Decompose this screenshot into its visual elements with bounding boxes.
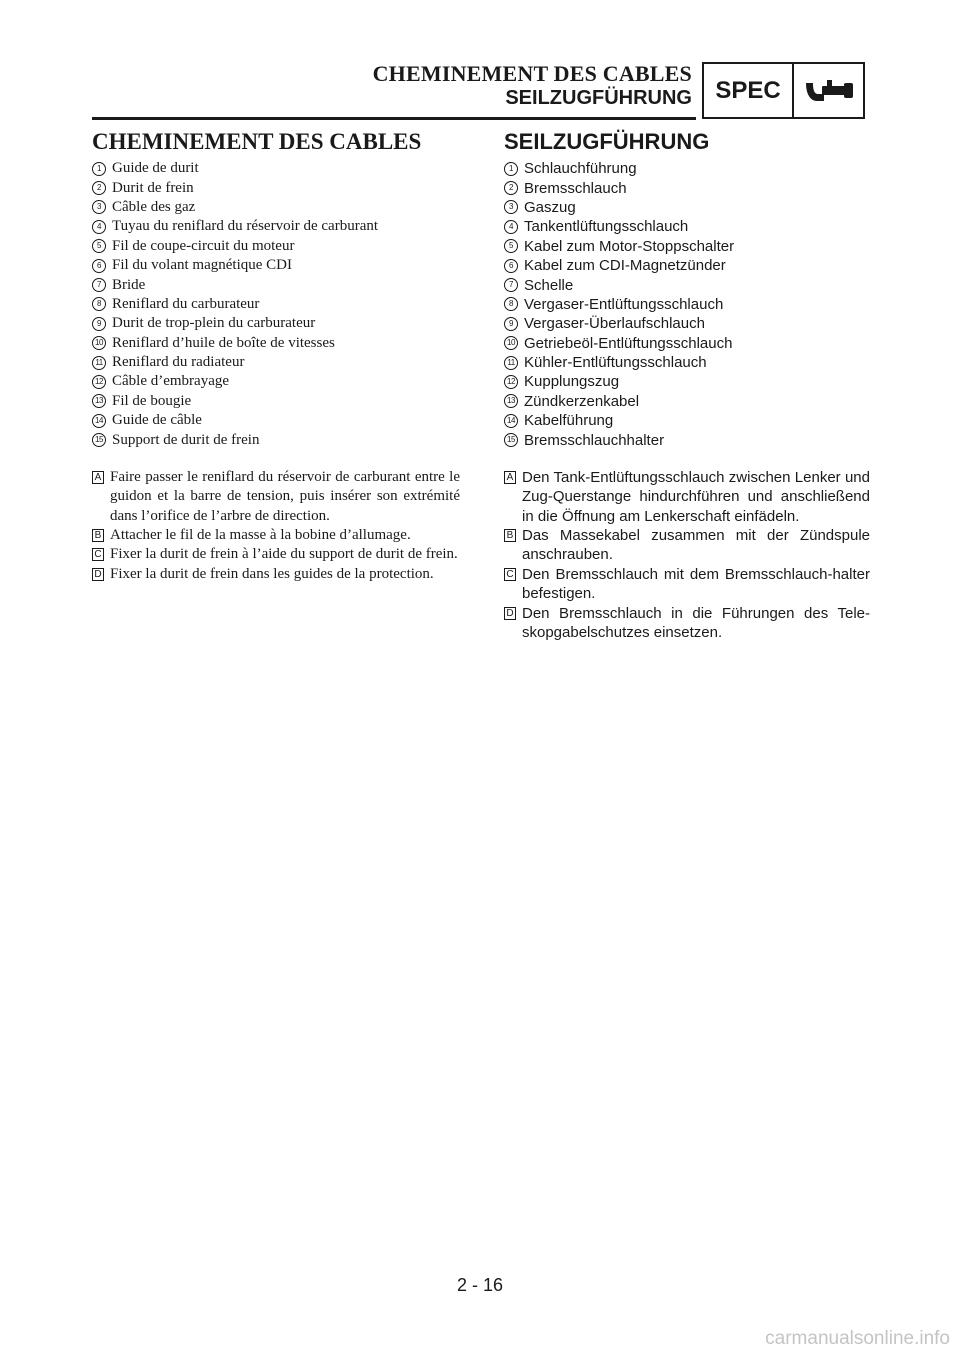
section-title-de: SEILZUGFÜHRUNG (504, 129, 710, 154)
item-label: Bremsschlauch (524, 179, 627, 197)
notes-de (504, 468, 870, 643)
item-number: 4 (504, 220, 518, 234)
item-number: 10 (504, 336, 518, 350)
item-label: Vergaser-Überlaufschlauch (524, 315, 705, 333)
item-label: Tankentlüftungsschlauch (524, 218, 689, 236)
item-label: Bride (112, 276, 146, 293)
item-label: Guide de durit (112, 160, 199, 177)
list-item (92, 314, 460, 333)
item-label: Fil du volant magnétique CDI (112, 257, 292, 274)
list-item (92, 217, 460, 236)
note-letter: C (92, 548, 104, 561)
spec-badge (702, 62, 865, 119)
note-item (504, 604, 870, 643)
list-item (92, 275, 460, 294)
item-number: 5 (92, 239, 106, 253)
list-item (504, 217, 870, 236)
note-text: Den Bremsschlauch mit dem Bremsschlauch-halter befestigen. (522, 565, 870, 603)
item-number: 12 (92, 375, 106, 389)
list-item (92, 178, 460, 197)
list-item (92, 198, 460, 217)
list-item (504, 275, 870, 294)
header-rule (92, 117, 696, 120)
notes-fr (92, 468, 460, 584)
note-item (504, 468, 870, 526)
item-number: 11 (92, 356, 106, 370)
header-title-de: SEILZUGFÜHRUNG (505, 87, 692, 109)
list-item (92, 334, 460, 353)
item-number: 13 (504, 394, 518, 408)
item-label: Schlauchführung (524, 160, 637, 178)
list-item (92, 411, 460, 430)
item-number: 5 (504, 239, 518, 253)
item-label: Kühler-Entlüftungsschlauch (524, 354, 707, 372)
item-label: Support de durit de frein (112, 431, 260, 448)
item-label: Durit de frein (112, 179, 194, 196)
item-number: 2 (92, 181, 106, 195)
list-item (504, 256, 870, 275)
item-label: Vergaser-Entlüftungsschlauch (524, 295, 724, 313)
list-item (504, 353, 870, 372)
item-number: 10 (92, 336, 106, 350)
item-number: 6 (504, 259, 518, 273)
item-label: Zündkerzenkabel (524, 392, 640, 410)
list-item (92, 353, 460, 372)
list-item (504, 159, 870, 178)
item-number: 9 (504, 317, 518, 331)
item-number: 13 (92, 394, 106, 408)
note-item (504, 526, 870, 565)
item-number: 1 (504, 162, 518, 176)
watermark: carmanualsonline.info (765, 1328, 950, 1349)
list-item (92, 372, 460, 391)
item-number: 15 (504, 433, 518, 447)
section-title-fr: CHEMINEMENT DES CABLES (92, 129, 422, 154)
item-label: Reniflard du radiateur (112, 354, 245, 371)
note-text: Faire passer le reniflard du réservoir de carburant entre le guidon et la barre de tension, puis insérer son extrémité dans l’orifice de l’arbre de direction. (110, 468, 460, 524)
item-number: 3 (504, 200, 518, 214)
note-letter: A (92, 471, 104, 484)
item-label: Reniflard d’huile de boîte de vitesses (112, 334, 335, 351)
item-label: Fil de bougie (112, 392, 192, 409)
list-item (504, 392, 870, 411)
parts-list-fr (92, 159, 460, 450)
item-label: Kabelführung (524, 412, 614, 430)
item-label: Guide de câble (112, 412, 202, 429)
list-item (504, 295, 870, 314)
item-label: Schelle (524, 276, 574, 294)
list-item (504, 198, 870, 217)
note-item (92, 545, 460, 564)
list-item (92, 237, 460, 256)
note-letter: C (504, 568, 516, 581)
list-item (504, 372, 870, 391)
note-item (504, 565, 870, 604)
header-title-fr: CHEMINEMENT DES CABLES (372, 61, 692, 86)
item-number: 7 (504, 278, 518, 292)
item-label: Getriebeöl-Entlüftungsschlauch (524, 334, 733, 352)
item-number: 4 (92, 220, 106, 234)
note-item (92, 565, 460, 584)
item-label: Kabel zum Motor-Stoppschalter (524, 237, 735, 255)
list-item (92, 256, 460, 275)
item-label: Kupplungszug (524, 373, 620, 391)
item-number: 7 (92, 278, 106, 292)
french-column (92, 128, 460, 584)
item-label: Câble d’embrayage (112, 373, 230, 390)
note-letter: B (504, 529, 516, 542)
list-item (92, 159, 460, 178)
item-number: 14 (504, 414, 518, 428)
list-item (92, 430, 460, 449)
note-text: Fixer la durit de frein dans les guides de la protection. (110, 565, 434, 582)
item-number: 6 (92, 259, 106, 273)
note-text: Attacher le fil de la masse à la bobine d’allumage. (110, 527, 411, 544)
item-label: Kabel zum CDI-Magnetzünder (524, 257, 726, 275)
item-label: Durit de trop-plein du carburateur (112, 315, 316, 332)
item-label: Tuyau du reniflard du réservoir de carburant (112, 218, 379, 235)
list-item (504, 314, 870, 333)
item-number: 2 (504, 181, 518, 195)
parts-list-de (504, 159, 870, 450)
item-number: 1 (92, 162, 106, 176)
note-letter: D (504, 607, 516, 620)
page-number: 2 - 16 (456, 1275, 504, 1295)
list-item (92, 392, 460, 411)
item-label: Gaszug (524, 198, 576, 216)
item-number: 9 (92, 317, 106, 331)
item-number: 14 (92, 414, 106, 428)
note-text: Den Bremsschlauch in die Führungen des Tele-skopgabelschutzes einsetzen. (522, 604, 870, 642)
note-text: Den Tank-Entlüftungsschlauch zwischen Lenker und Zug-Querstange hindurchführen und anschließend in die Öffnung am Lenkerschaft einfädeln. (522, 468, 870, 525)
list-item (504, 430, 870, 449)
item-number: 12 (504, 375, 518, 389)
item-label: Fil de coupe-circuit du moteur (112, 237, 295, 254)
item-label: Reniflard du carburateur (112, 295, 260, 312)
item-number: 8 (504, 297, 518, 311)
list-item (92, 295, 460, 314)
note-item (92, 468, 460, 526)
item-number: 15 (92, 433, 106, 447)
list-item (504, 411, 870, 430)
item-label: Bremsschlauchhalter (524, 431, 665, 449)
note-letter: B (92, 529, 104, 542)
item-label: Câble des gaz (112, 198, 196, 215)
note-item (92, 526, 460, 545)
item-number: 11 (504, 356, 518, 370)
wrench-icon (794, 64, 863, 117)
list-item (504, 334, 870, 353)
german-column (504, 128, 870, 643)
note-text: Das Massekabel zusammen mit der Zündspule anschrauben. (522, 527, 870, 564)
note-text: Fixer la durit de frein à l’aide du support de durit de frein. (110, 546, 458, 563)
item-number: 8 (92, 297, 106, 311)
header-titles (373, 62, 692, 110)
item-number: 3 (92, 200, 106, 214)
note-letter: D (92, 568, 104, 581)
spec-label: SPEC (704, 64, 794, 117)
list-item (504, 178, 870, 197)
note-letter: A (504, 471, 516, 484)
list-item (504, 237, 870, 256)
